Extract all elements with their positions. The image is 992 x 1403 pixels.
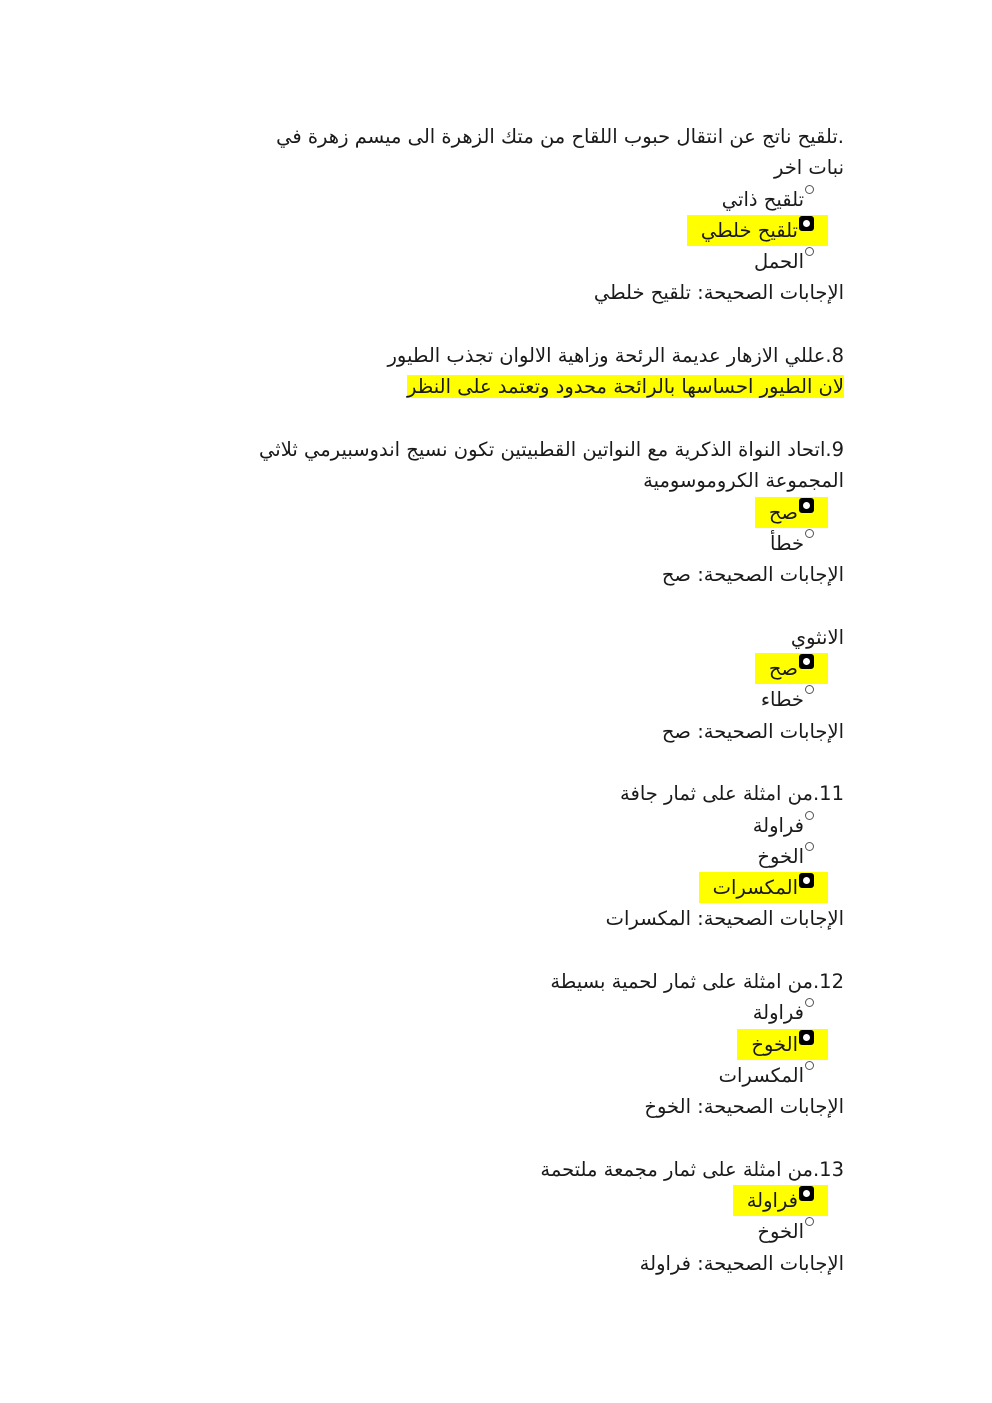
radio-unselected-icon[interactable] bbox=[805, 529, 814, 538]
correct-answer: الإجابات الصحيحة: تلقيح خلطي bbox=[593, 281, 844, 305]
option-peach[interactable]: الخوخ bbox=[150, 1029, 844, 1060]
question-text-cont: نبات اخر bbox=[773, 156, 844, 180]
question-text: الانثوي bbox=[790, 625, 844, 649]
radio-unselected-icon[interactable] bbox=[805, 685, 814, 694]
question-10 bbox=[150, 622, 844, 747]
radio-selected-icon[interactable] bbox=[799, 1186, 814, 1201]
option-true[interactable]: صح bbox=[150, 653, 844, 684]
document-body bbox=[150, 121, 844, 1279]
option-strawberry[interactable]: فراولة bbox=[150, 1185, 844, 1216]
correct-answer: الإجابات الصحيحة: الخوخ bbox=[644, 1095, 844, 1119]
question-12 bbox=[150, 966, 844, 1122]
correct-answer: الإجابات الصحيحة: صح bbox=[661, 719, 844, 743]
radio-selected-icon[interactable] bbox=[799, 1030, 814, 1045]
radio-unselected-icon[interactable] bbox=[805, 842, 814, 851]
radio-selected-icon[interactable] bbox=[799, 873, 814, 888]
question-text: 13.من امثلة على ثمار مجمعة ملتحمة bbox=[540, 1157, 844, 1181]
option-false[interactable]: خطاء bbox=[150, 684, 844, 715]
radio-selected-icon[interactable] bbox=[799, 498, 814, 513]
option-nuts[interactable]: المكسرات bbox=[150, 1060, 844, 1091]
radio-selected-icon[interactable] bbox=[799, 216, 814, 231]
question-text: 8.عللي الازهار عديمة الرئحة وزاهية الالوان تجذب الطيور bbox=[387, 344, 844, 368]
question-text-cont: المجموعة الكروموسومية bbox=[643, 469, 844, 493]
question-13 bbox=[150, 1154, 844, 1279]
option-strawberry[interactable]: فراولة bbox=[150, 810, 844, 841]
option-false[interactable]: خطأ bbox=[150, 528, 844, 559]
question-text: .تلقيح ناتج عن انتقال حبوب اللقاح من متك الزهرة الى ميسم زهرة في bbox=[276, 125, 844, 148]
option-cross-pollination[interactable]: تلقيح خلطي bbox=[150, 215, 844, 246]
correct-answer: الإجابات الصحيحة: فراولة bbox=[639, 1251, 844, 1275]
radio-unselected-icon[interactable] bbox=[805, 811, 814, 820]
option-self-pollination[interactable]: تلقيح ذاتي bbox=[150, 184, 844, 215]
question-8 bbox=[150, 340, 844, 403]
option-nuts[interactable]: المكسرات bbox=[150, 872, 844, 903]
option-strawberry[interactable]: فراولة bbox=[150, 997, 844, 1028]
question-text: 12.من امثلة على ثمار لحمية بسيطة bbox=[550, 970, 844, 994]
option-pregnancy[interactable]: الحمل bbox=[150, 246, 844, 277]
radio-unselected-icon[interactable] bbox=[805, 185, 814, 194]
question-7 bbox=[150, 121, 844, 309]
question-9 bbox=[150, 434, 844, 590]
radio-unselected-icon[interactable] bbox=[805, 998, 814, 1007]
option-peach[interactable]: الخوخ bbox=[150, 1216, 844, 1247]
correct-answer: الإجابات الصحيحة: صح bbox=[661, 563, 844, 587]
option-true[interactable]: صح bbox=[150, 497, 844, 528]
radio-unselected-icon[interactable] bbox=[805, 1061, 814, 1070]
correct-answer: الإجابات الصحيحة: المكسرات bbox=[605, 907, 844, 931]
radio-unselected-icon[interactable] bbox=[805, 1217, 814, 1226]
radio-unselected-icon[interactable] bbox=[805, 247, 814, 256]
option-peach[interactable]: الخوخ bbox=[150, 841, 844, 872]
question-11 bbox=[150, 778, 844, 934]
radio-selected-icon[interactable] bbox=[799, 654, 814, 669]
question-text: 11.من امثلة على ثمار جافة bbox=[620, 782, 844, 806]
question-text: 9.اتحاد النواة الذكرية مع النواتين القطبيتين تكون نسيج اندوسبيرمي ثلاثي bbox=[259, 437, 844, 461]
answer-text: لان الطيور احساسها بالرائحة محدود وتعتمد على النظر bbox=[407, 375, 844, 399]
